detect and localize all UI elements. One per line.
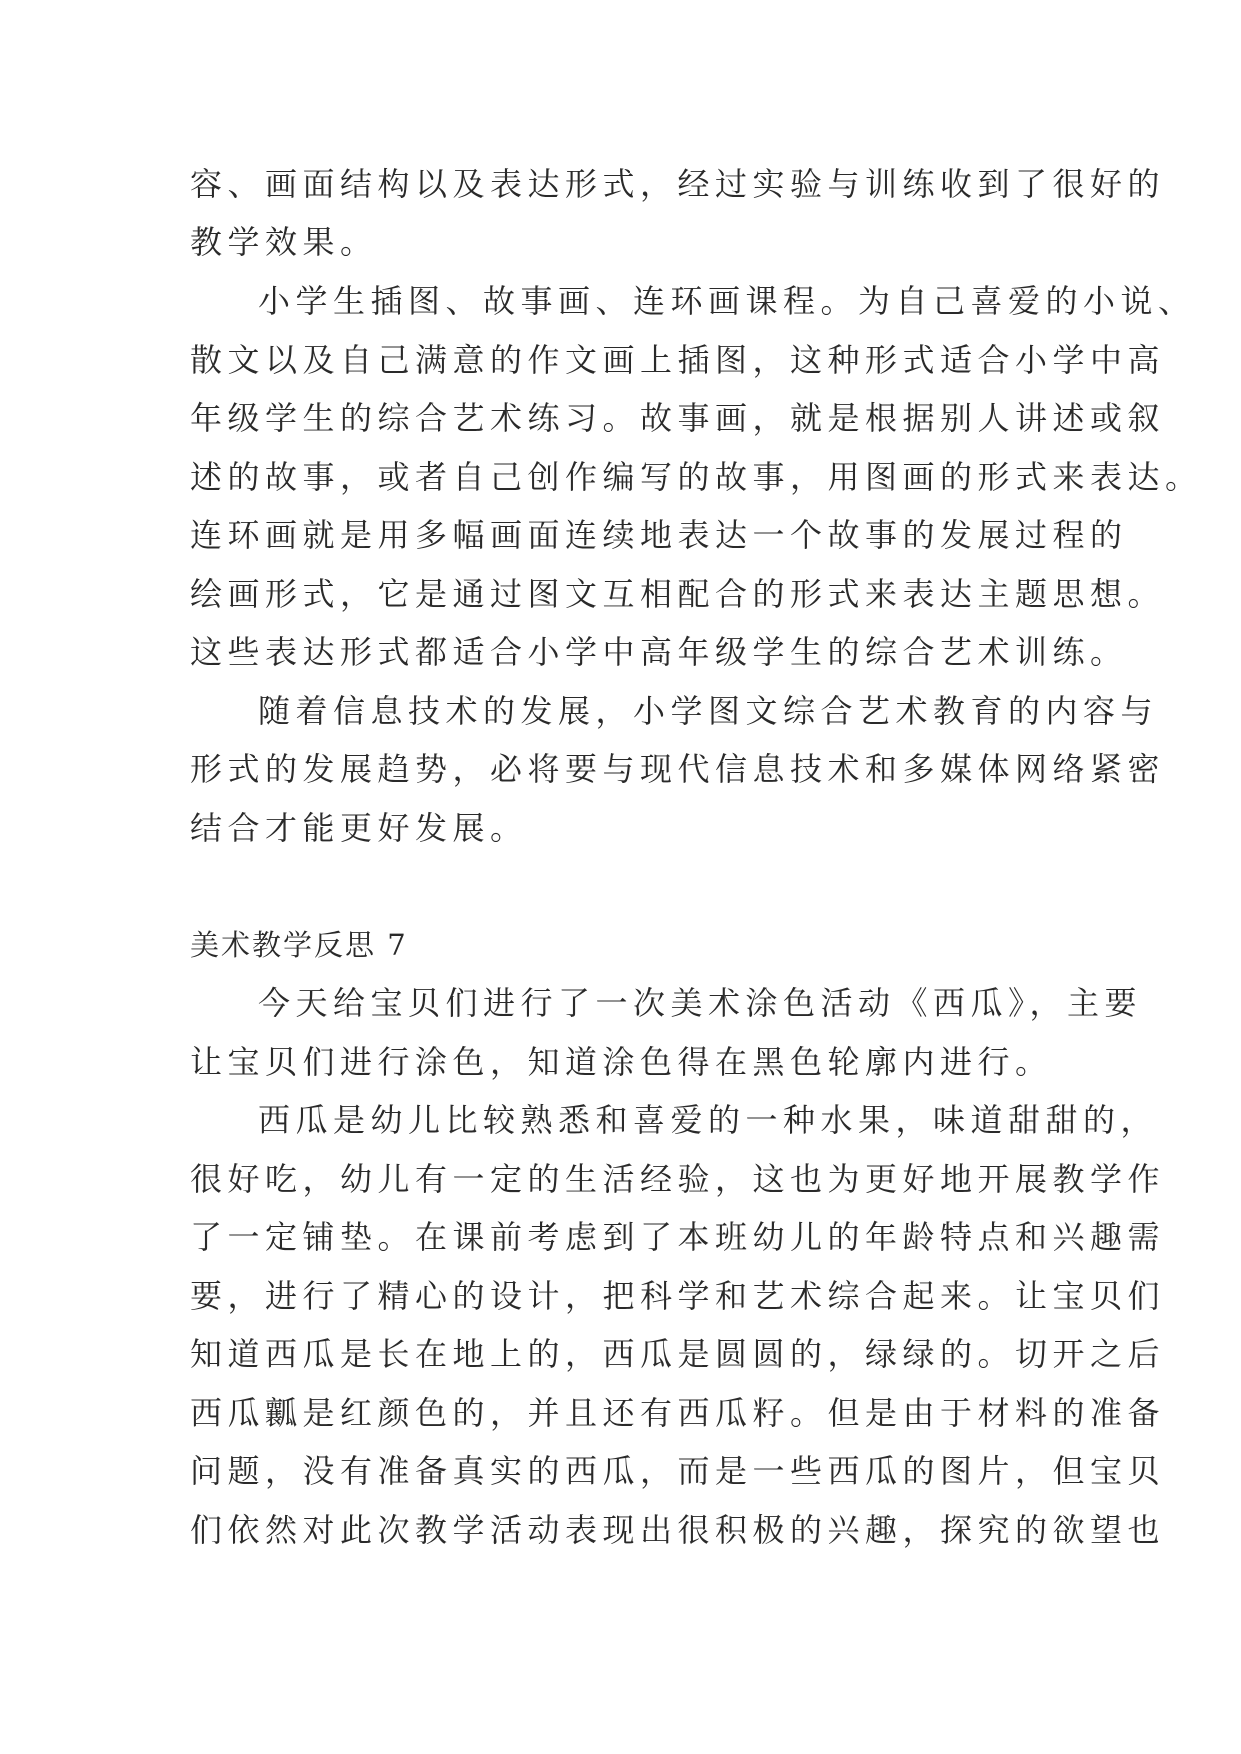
paragraph-line: 年级学生的综合艺术练习。故事画，就是根据别人讲述或叙 [190,399,1166,437]
paragraph-line: 述的故事，或者自己创作编写的故事，用图画的形式来表达。 [190,458,1203,496]
paragraph-line: 知道西瓜是长在地上的，西瓜是圆圆的，绿绿的。切开之后 [190,1335,1166,1373]
paragraph-line: 西瓜瓤是红颜色的，并且还有西瓜籽。但是由于材料的准备 [190,1394,1166,1432]
paragraph-line: 结合才能更好发展。 [190,809,528,847]
paragraph-line: 问题，没有准备真实的西瓜，而是一些西瓜的图片，但宝贝 [190,1452,1166,1490]
paragraph-line: 随着信息技术的发展，小学图文综合艺术教育的内容与 [258,692,1159,730]
paragraph-line: 绘画形式，它是通过图文互相配合的形式来表达主题思想。 [190,575,1166,613]
paragraph-line: 让宝贝们进行涂色，知道涂色得在黑色轮廓内进行。 [190,1043,1053,1081]
paragraph-line: 要，进行了精心的设计，把科学和艺术综合起来。让宝贝们 [190,1277,1166,1315]
paragraph-line: 西瓜是幼儿比较熟悉和喜爱的一种水果，味道甜甜的， [258,1101,1159,1139]
paragraph-line: 形式的发展趋势，必将要与现代信息技术和多媒体网络紧密 [190,750,1166,788]
paragraph-line: 散文以及自己满意的作文画上插图，这种形式适合小学中高 [190,341,1166,379]
paragraph-line: 教学效果。 [190,223,378,261]
paragraph-line: 这些表达形式都适合小学中高年级学生的综合艺术训练。 [190,633,1128,671]
paragraph-line: 小学生插图、故事画、连环画课程。为自己喜爱的小说、 [258,282,1196,320]
section-heading: 美术教学反思 7 [190,928,408,962]
paragraph-line: 们依然对此次教学活动表现出很积极的兴趣，探究的欲望也 [190,1511,1166,1549]
paragraph-line: 今天给宝贝们进行了一次美术涂色活动《西瓜》，主要 [258,984,1143,1022]
paragraph-line: 很好吃，幼儿有一定的生活经验，这也为更好地开展教学作 [190,1160,1166,1198]
paragraph-line: 容、画面结构以及表达形式，经过实验与训练收到了很好的 [190,165,1166,203]
paragraph-line: 连环画就是用多幅画面连续地表达一个故事的发展过程的 [190,516,1128,554]
paragraph-line: 了一定铺垫。在课前考虑到了本班幼儿的年龄特点和兴趣需 [190,1218,1166,1256]
